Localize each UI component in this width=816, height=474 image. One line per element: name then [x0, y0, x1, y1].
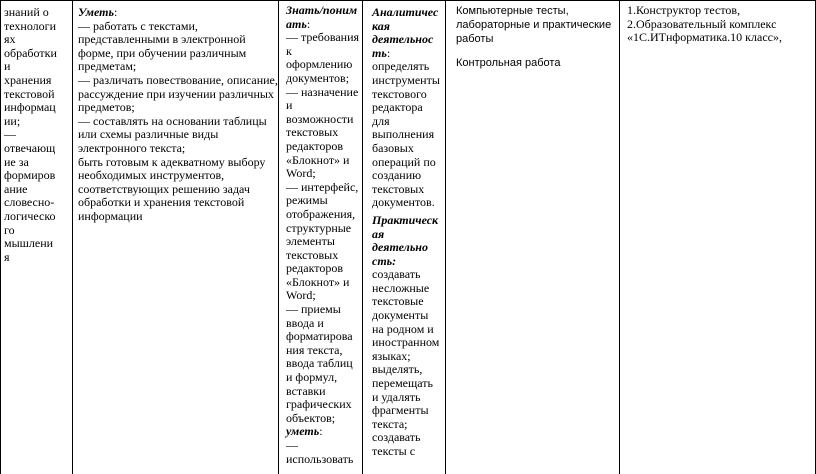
analytic-heading-line-text: ть [372, 45, 387, 60]
practical-line: текста; [372, 416, 408, 431]
knowledge-line: графических [286, 397, 352, 412]
skills-line: обработки и хранения текстовой [78, 195, 245, 210]
practical-line: перемещать [372, 376, 433, 391]
control-forms-line: работы [456, 33, 494, 45]
control-work-text: Контрольная работа [456, 57, 561, 69]
knowledge-line: — интерфейс, [286, 179, 359, 194]
practical-activity-text [372, 268, 445, 458]
practical-activity-heading [372, 214, 445, 268]
practical-line: и удалять [372, 389, 421, 404]
knowledge-line: возможности [286, 111, 354, 126]
knowledge-heading-line [286, 18, 362, 32]
col1-line: и [4, 59, 11, 74]
col1-line: технологи [4, 18, 57, 33]
practical-line: несложные [372, 280, 430, 295]
practical-heading-line: сть: [372, 253, 397, 268]
col1-line: ание [4, 181, 28, 196]
knowledge-heading-line-colon: : [306, 16, 311, 31]
cell-activity [362, 0, 445, 474]
knowledge-line: — требования [286, 30, 360, 45]
skills-heading-colon: : [113, 5, 118, 19]
analytic-line: для [372, 113, 390, 128]
col1-line: го [4, 222, 15, 237]
col1-line: — [4, 127, 16, 142]
col1-line: знаний о [4, 5, 49, 19]
col1-line: я [4, 249, 10, 264]
col1-line: логическо [4, 208, 56, 223]
analytic-line: текстового [372, 86, 427, 101]
col1-line: ях [4, 32, 16, 47]
analytic-activity-text [372, 60, 445, 210]
knowledge-line: ввода таблиц [286, 356, 353, 371]
control-forms-text [456, 4, 619, 46]
knowledge-line: и формул, [286, 370, 338, 385]
analytic-line: инструменты [372, 72, 440, 87]
practical-line: языках; [372, 348, 411, 363]
practical-heading-line: ая [372, 226, 385, 241]
knowledge-line: текстовых [286, 247, 339, 262]
skills-line: информации [78, 208, 143, 223]
skills-line: — различать повествование, описание, [78, 72, 278, 87]
resources-text [627, 4, 816, 45]
col1-line: формиров [4, 168, 56, 183]
col1-line: информац [4, 100, 56, 115]
knowledge-line: Word; [286, 288, 316, 303]
analytic-line: текстовых [372, 181, 425, 196]
skills-line: предметов; [78, 100, 135, 115]
knowledge-heading-line-text: ать [286, 16, 307, 31]
analytic-heading-line: деятельнос [372, 32, 434, 47]
analytic-line: определять [372, 59, 430, 74]
knowledge-tail-line: использовать [286, 451, 354, 466]
col1-line: хранения [4, 72, 52, 87]
knowledge-line: текстовых [286, 125, 339, 140]
knowledge-line: редакторов [286, 261, 344, 276]
analytic-line: редактора [372, 100, 423, 115]
knowledge-line: структурные [286, 220, 352, 235]
knowledge-line: и [286, 98, 293, 113]
col3-text [286, 31, 362, 425]
knowledge-line: режимы [286, 193, 328, 208]
practical-line: текстовые [372, 294, 424, 309]
control-forms-line: лабораторные и практические [456, 19, 612, 31]
skills-heading: Уметь [78, 5, 114, 19]
knowledge-heading [286, 4, 362, 31]
knowledge-line: отображения, [286, 206, 356, 221]
practical-heading-line: Практическ [372, 212, 439, 227]
col1-line: ие за [4, 154, 29, 169]
cell-knowledge [278, 0, 362, 474]
analytic-heading-line: кая [372, 18, 390, 33]
col1-line: ии; [4, 113, 21, 128]
analytic-line: документов. [372, 195, 435, 210]
practical-line: создавать [372, 430, 421, 445]
resources-line: 2.Образовательный комплекс [627, 16, 777, 31]
practical-line: документы [372, 308, 429, 323]
practical-line: на родном и [372, 321, 434, 336]
knowledge-line: ния текста, [286, 342, 343, 357]
practical-heading-line: деятельно [372, 240, 428, 255]
knowledge-line: ввода и [286, 315, 324, 330]
knowledge-line: объектов; [286, 410, 336, 425]
cell-resources [619, 0, 816, 474]
col1-line: отвечающ [4, 140, 56, 155]
skills-line: — составлять на основании таблицы [78, 113, 267, 128]
col2-text [78, 20, 278, 224]
skills-line: предметам; [78, 59, 137, 74]
cell-control-forms [445, 0, 619, 474]
skills-line: необходимых инструментов, [78, 168, 225, 183]
analytic-heading-line-colon: : [386, 45, 391, 60]
col3-tail-text [286, 439, 362, 466]
analytic-line: операций по [372, 154, 436, 169]
skills-line: рассуждение при изучении различных [78, 86, 274, 101]
resources-line: «1С.ИТнформатика.10 класс», [627, 30, 782, 45]
analytic-line: базовых [372, 140, 414, 155]
practical-line: создавать [372, 267, 421, 282]
knowledge-line: Word; [286, 166, 316, 181]
knowledge-tail-line: — [286, 438, 298, 452]
analytic-heading-line [372, 47, 445, 61]
col1-line: словесно- [4, 195, 55, 210]
skills-line: — работать с текстами, [78, 18, 198, 33]
col1-line: текстовой [4, 86, 55, 101]
knowledge-line: редакторов [286, 138, 344, 153]
skills-line: электронного текста; [78, 140, 186, 155]
knowledge-line: «Блокнот» и [286, 274, 350, 289]
knowledge-line: «Блокнот» и [286, 152, 350, 167]
col1-text [4, 6, 72, 264]
control-forms-line: Компьютерные тесты, [456, 5, 569, 17]
knowledge-line: вставки [286, 383, 326, 398]
col1-line: мышлени [4, 236, 54, 251]
skills-line: или схемы различные виды [78, 127, 219, 142]
skills-subheading: уметь [286, 424, 320, 439]
practical-line: иностранном [372, 335, 440, 350]
skills-line: форме, при обучении различным [78, 45, 247, 60]
skills-line: представленными в электронной [78, 32, 246, 47]
knowledge-line: — назначение [286, 84, 359, 99]
resources-line: 1.Конструктор тестов, [627, 3, 741, 17]
analytic-heading-line: Аналитичес [372, 5, 439, 19]
knowledge-line: элементы [286, 234, 335, 249]
cell-outcomes-tail [0, 0, 72, 474]
knowledge-line: — приемы [286, 302, 341, 317]
knowledge-line: форматирова [286, 329, 353, 344]
knowledge-line: к [286, 43, 292, 58]
skills-line: соответствующих решению задач [78, 181, 250, 196]
cell-skills [72, 0, 278, 474]
knowledge-line: оформлению [286, 57, 353, 72]
practical-line: фрагменты [372, 403, 429, 418]
analytic-line: созданию [372, 168, 422, 183]
knowledge-line: документов; [286, 70, 350, 85]
col1-line: обработки [4, 45, 57, 60]
practical-line: выделять, [372, 362, 423, 377]
skills-line: быть готовым к адекватному выбору [78, 154, 266, 169]
practical-line: тексты с [372, 444, 416, 458]
knowledge-heading-line: Знать/поним [286, 3, 358, 17]
analytic-activity-heading [372, 6, 445, 60]
skills-subheading-colon: : [319, 424, 323, 439]
analytic-line: выполнения [372, 127, 435, 142]
